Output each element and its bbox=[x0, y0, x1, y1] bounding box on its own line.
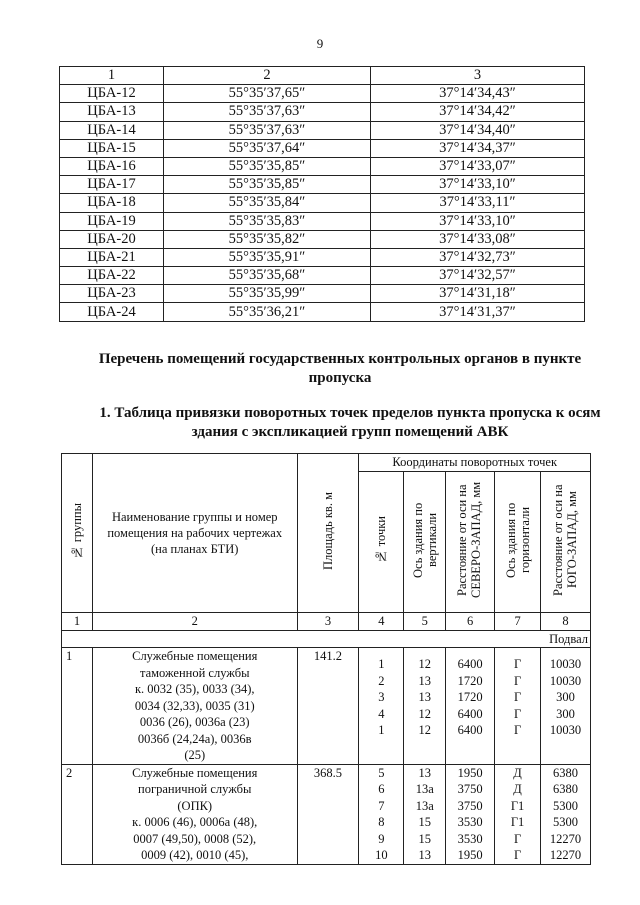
distance-northwest: 1950 bbox=[457, 765, 483, 780]
column-number: 2 bbox=[92, 613, 297, 631]
header-axis-v: Ось здания по вертикали bbox=[410, 501, 439, 578]
latitude: 55°35′35,85″ bbox=[164, 176, 371, 194]
group-name-cell bbox=[92, 764, 297, 864]
header-coord-cell bbox=[359, 454, 591, 472]
distance-northwest: 6400 bbox=[457, 723, 483, 737]
longitude: 37°14′33,07″ bbox=[371, 157, 585, 175]
latitude: 55°35′35,68″ bbox=[164, 267, 371, 285]
coordinates-row bbox=[60, 176, 585, 194]
coordinates-row bbox=[60, 103, 585, 121]
section-row bbox=[62, 630, 591, 648]
axis-horizontal: Г bbox=[513, 690, 522, 704]
distance-southwest: 300 bbox=[556, 690, 575, 704]
point-number: 6 bbox=[378, 782, 385, 796]
point-number: 7 bbox=[378, 798, 385, 813]
latitude: 55°35′35,85″ bbox=[164, 157, 371, 175]
point-number: 1 bbox=[378, 657, 385, 671]
coordinates-row bbox=[60, 285, 585, 303]
point-id: ЦБА-21 bbox=[60, 248, 164, 266]
coordinates-row bbox=[60, 139, 585, 157]
distance-southwest: 300 bbox=[556, 706, 575, 721]
column-numbers-row bbox=[62, 613, 591, 631]
point-id: ЦБА-17 bbox=[60, 176, 164, 194]
header-name-cell bbox=[92, 454, 297, 613]
distance-northwest: 1720 bbox=[457, 673, 483, 688]
column-number: 6 bbox=[446, 613, 495, 631]
longitude: 37°14′33,10″ bbox=[371, 212, 585, 230]
axis-horizontal: Д bbox=[513, 782, 522, 796]
point-id: ЦБА-12 bbox=[60, 85, 164, 103]
coordinates-row bbox=[60, 248, 585, 266]
group-name-line: Служебные помещения bbox=[132, 649, 258, 663]
header-area-cell bbox=[297, 454, 359, 613]
distance-southwest: 5300 bbox=[553, 798, 579, 813]
coordinates-table bbox=[59, 66, 585, 322]
axis-horizontal: Г bbox=[513, 706, 522, 721]
longitude: 37°14′33,11″ bbox=[371, 194, 585, 212]
header-dist-sw: Расстояние от оси на ЮГО-ЗАПАД, мм bbox=[550, 483, 579, 596]
axis-vertical: 12 bbox=[418, 657, 431, 671]
longitude: 37°14′31,18″ bbox=[371, 285, 585, 303]
group-row bbox=[62, 764, 591, 864]
axis-vertical: 15 bbox=[418, 831, 431, 846]
coordinates-row bbox=[60, 303, 585, 321]
latitude: 55°35′37,65″ bbox=[164, 85, 371, 103]
latitude: 55°35′35,84″ bbox=[164, 194, 371, 212]
header-point: № точки bbox=[374, 515, 389, 564]
point-number: 4 bbox=[378, 706, 385, 721]
coordinates-row bbox=[60, 230, 585, 248]
point-number-cell bbox=[359, 648, 404, 765]
group-name-line: 0036 (26), 0036а (23) bbox=[139, 715, 250, 729]
distance-northwest: 3530 bbox=[457, 815, 483, 829]
point-id: ЦБА-22 bbox=[60, 267, 164, 285]
axis-horizontal: Г bbox=[513, 848, 522, 862]
header-dist-nw: Расстояние от оси на СЕВЕРО-ЗАПАД, мм bbox=[455, 481, 484, 598]
column-number: 4 bbox=[359, 613, 404, 631]
point-id: ЦБА-15 bbox=[60, 139, 164, 157]
point-id: ЦБА-18 bbox=[60, 194, 164, 212]
distance-northwest: 3530 bbox=[457, 831, 483, 846]
point-id: ЦБА-13 bbox=[60, 103, 164, 121]
column-number: 7 bbox=[495, 613, 541, 631]
longitude: 37°14′34,42″ bbox=[371, 103, 585, 121]
group-name-line: пограничной службы bbox=[138, 782, 252, 796]
distance-southwest: 6380 bbox=[553, 782, 579, 796]
group-name-line: таможенной службы bbox=[139, 665, 250, 680]
header-axis-v-cell bbox=[404, 471, 446, 612]
column-number: 1 bbox=[62, 613, 93, 631]
distance-northwest: 6400 bbox=[457, 706, 483, 721]
header-point-cell bbox=[359, 471, 404, 612]
axis-horizontal: Г bbox=[513, 723, 522, 737]
distance-northwest: 6400 bbox=[457, 657, 483, 671]
rooms-header-row bbox=[62, 454, 591, 472]
point-id: ЦБА-16 bbox=[60, 157, 164, 175]
point-number: 9 bbox=[378, 831, 385, 846]
point-number: 2 bbox=[378, 673, 385, 688]
header-axis-h-cell bbox=[495, 471, 541, 612]
longitude: 37°14′34,40″ bbox=[371, 121, 585, 139]
header-dist-nw-cell bbox=[446, 471, 495, 612]
axis-vertical-cell bbox=[404, 648, 446, 765]
axis-vertical-cell bbox=[404, 764, 446, 864]
axis-horizontal-cell bbox=[495, 764, 541, 864]
distance-southwest-cell bbox=[541, 648, 591, 765]
column-number: 5 bbox=[404, 613, 446, 631]
point-number: 8 bbox=[378, 815, 385, 829]
rooms-table bbox=[61, 453, 591, 865]
distance-northwest: 1950 bbox=[457, 848, 483, 862]
group-row bbox=[62, 648, 591, 765]
distance-northwest-cell bbox=[446, 764, 495, 864]
latitude: 55°35′35,99″ bbox=[164, 285, 371, 303]
group-name-line: к. 0006 (46), 0006а (48), bbox=[132, 815, 258, 829]
point-number: 5 bbox=[378, 765, 385, 780]
group-number: 1 bbox=[62, 648, 93, 765]
header-group-cell bbox=[62, 454, 93, 613]
longitude: 37°14′32,73″ bbox=[371, 248, 585, 266]
coordinates-row bbox=[60, 121, 585, 139]
group-name-line: 0034 (32,33), 0035 (31) bbox=[134, 698, 255, 713]
axis-horizontal-cell bbox=[495, 648, 541, 765]
point-number: 3 bbox=[378, 690, 385, 704]
point-number: 10 bbox=[375, 848, 388, 862]
group-number: 2 bbox=[62, 764, 93, 864]
header-coord: Координаты поворотных точек bbox=[392, 455, 558, 470]
longitude: 37°14′34,43″ bbox=[371, 85, 585, 103]
point-id: ЦБА-14 bbox=[60, 121, 164, 139]
group-name-cell bbox=[92, 648, 297, 765]
column-number: 3 bbox=[297, 613, 359, 631]
section-label: Подвал bbox=[62, 630, 591, 648]
distance-southwest: 10030 bbox=[549, 673, 582, 688]
table-heading: 1. Таблица привязки поворотных точек пределов пункта пропуска к осям здания с экспликацией групп помещений АВК bbox=[99, 405, 601, 440]
longitude: 37°14′31,37″ bbox=[371, 303, 585, 321]
group-area: 141.2 bbox=[297, 648, 359, 765]
column-number: 8 bbox=[541, 613, 591, 631]
coordinates-header-2: 2 bbox=[164, 67, 371, 85]
axis-horizontal: Г bbox=[513, 673, 522, 688]
group-name-line: (ОПК) bbox=[177, 798, 213, 813]
distance-northwest: 3750 bbox=[457, 798, 483, 813]
point-id: ЦБА-19 bbox=[60, 212, 164, 230]
latitude: 55°35′35,82″ bbox=[164, 230, 371, 248]
group-name-line: (25) bbox=[184, 748, 206, 762]
axis-vertical: 13 bbox=[418, 690, 431, 704]
coordinates-row bbox=[60, 212, 585, 230]
distance-southwest-cell bbox=[541, 764, 591, 864]
latitude: 55°35′35,91″ bbox=[164, 248, 371, 266]
coordinates-row bbox=[60, 85, 585, 103]
group-name-line: Служебные помещения bbox=[132, 765, 258, 780]
distance-northwest-cell bbox=[446, 648, 495, 765]
distance-southwest: 10030 bbox=[549, 723, 582, 737]
latitude: 55°35′36,21″ bbox=[164, 303, 371, 321]
distance-southwest: 12270 bbox=[549, 831, 582, 846]
axis-vertical: 12 bbox=[418, 706, 431, 721]
axis-horizontal: Г1 bbox=[510, 798, 525, 813]
latitude: 55°35′35,83″ bbox=[164, 212, 371, 230]
latitude: 55°35′37,64″ bbox=[164, 139, 371, 157]
group-name-line: 0009 (42), 0010 (45), bbox=[141, 848, 249, 862]
list-heading: Перечень помещений государственных контрольных органов в пункте пропуска bbox=[98, 351, 582, 386]
axis-vertical: 12 bbox=[418, 723, 431, 737]
latitude: 55°35′37,63″ bbox=[164, 103, 371, 121]
coordinates-row bbox=[60, 194, 585, 212]
coordinates-header-row bbox=[60, 67, 585, 85]
axis-horizontal: Г bbox=[513, 831, 522, 846]
header-group: № группы bbox=[69, 502, 84, 559]
latitude: 55°35′37,63″ bbox=[164, 121, 371, 139]
group-area: 368.5 bbox=[297, 764, 359, 864]
point-id: ЦБА-24 bbox=[60, 303, 164, 321]
axis-vertical: 15 bbox=[418, 815, 431, 829]
distance-northwest: 1720 bbox=[457, 690, 483, 704]
coordinates-header-1: 1 bbox=[60, 67, 164, 85]
axis-horizontal: Г bbox=[513, 657, 522, 671]
group-name-line: к. 0032 (35), 0033 (34), bbox=[134, 682, 255, 696]
point-id: ЦБА-23 bbox=[60, 285, 164, 303]
point-id: ЦБА-20 bbox=[60, 230, 164, 248]
group-name-line: 0036б (24,24а), 0036в bbox=[137, 731, 252, 746]
distance-southwest: 10030 bbox=[549, 657, 582, 671]
longitude: 37°14′34,37″ bbox=[371, 139, 585, 157]
distance-southwest: 6380 bbox=[553, 765, 579, 780]
distance-southwest: 12270 bbox=[549, 848, 582, 862]
coordinates-header-3: 3 bbox=[371, 67, 585, 85]
longitude: 37°14′33,10″ bbox=[371, 176, 585, 194]
header-name: Наименование группы и номер помещения на рабочих чертежах (на планах БТИ) bbox=[107, 510, 283, 556]
longitude: 37°14′32,57″ bbox=[371, 267, 585, 285]
header-dist-sw-cell bbox=[541, 471, 591, 612]
header-axis-h: Ось здания по горизонтали bbox=[503, 501, 532, 578]
distance-southwest: 5300 bbox=[553, 815, 579, 829]
axis-horizontal: Д bbox=[513, 765, 522, 780]
axis-horizontal: Г1 bbox=[510, 815, 525, 829]
point-number-cell bbox=[359, 764, 404, 864]
longitude: 37°14′33,08″ bbox=[371, 230, 585, 248]
page-number: 9 bbox=[316, 36, 324, 51]
coordinates-row bbox=[60, 267, 585, 285]
point-number: 1 bbox=[378, 723, 385, 737]
header-area: Площадь кв. м bbox=[320, 491, 335, 570]
distance-northwest: 3750 bbox=[457, 782, 483, 796]
axis-vertical: 13 bbox=[418, 765, 431, 780]
coordinates-row bbox=[60, 157, 585, 175]
axis-vertical: 13а bbox=[415, 798, 434, 813]
axis-vertical: 13 bbox=[418, 848, 431, 862]
group-name-line: 0007 (49,50), 0008 (52), bbox=[133, 831, 257, 846]
axis-vertical: 13 bbox=[418, 673, 431, 688]
axis-vertical: 13а bbox=[415, 782, 434, 796]
